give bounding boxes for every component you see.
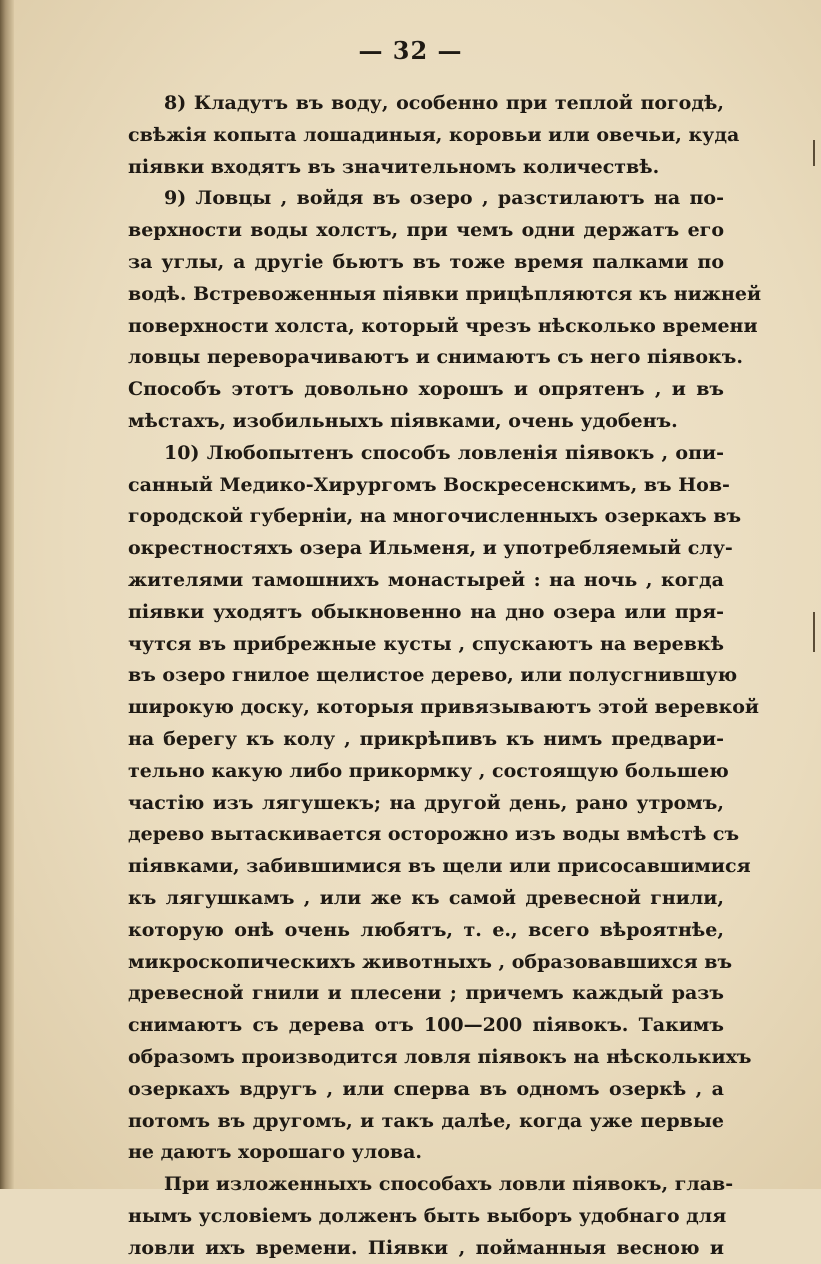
text-line: потомъ въ другомъ, и такъ далѣе, когда уже первые [128,1109,724,1132]
text-line: образомъ производится ловля піявокъ на нѣсколькихъ [128,1045,752,1068]
paragraph [128,438,760,1169]
text-line: озеркахъ вдругъ , или сперва въ одномъ озеркѣ , а [128,1077,724,1100]
book-binding-edge [0,0,14,1189]
text-line: не даютъ хорошаго улова. [128,1141,423,1164]
text-line: которую онѣ очень любятъ, т. е., всего вѣроятнѣе, [128,918,724,941]
page-edge-mark [813,612,815,652]
text-line: ловцы переворачиваютъ и снимаютъ съ него піявокъ. [128,346,743,369]
text-line: широкую доску, которыя привязываютъ этой веревкой [128,696,760,719]
text-line: ловли ихъ времени. Піявки , пойманныя весною и [128,1236,724,1259]
text-line: піявки входятъ въ значительномъ количествѣ. [128,155,660,178]
text-line: чутся въ прибрежные кусты , спускаютъ на веревкѣ [128,632,724,655]
text-line: мѣстахъ, изобильныхъ піявками, очень удобенъ. [128,409,678,432]
paragraph [128,88,740,183]
text-line: Способъ этотъ довольно хорошъ и опрятенъ , и въ [128,378,724,401]
text-line: жителями тамошнихъ монастырей : на ночь , когда [128,568,724,591]
paragraph [128,1169,734,1264]
text-line: водѣ. Встревоженныя піявки прицѣпляются къ нижней [128,282,762,305]
paragraph [128,183,762,437]
text-line: въ озеро гнилое щелистое дерево, или полусгнившую [128,664,738,687]
text-line: окрестностяхъ озера Ильменя, и употребляемый слу- [128,537,733,560]
text-line: 8) Кладутъ въ воду, особенно при теплой погодѣ, [164,92,724,114]
page-edge-mark [813,140,815,166]
page-number: — 32 — [358,36,463,65]
text-line: дерево вытаскивается осторожно изъ воды вмѣстѣ съ [128,823,740,846]
text-line: частію изъ лягушекъ; на другой день, рано утромъ, [128,791,724,814]
text-line: микроскопическихъ животныхъ , образовавшихся въ [128,950,733,973]
text-line: При изложенныхъ способахъ ловли піявокъ, глав- [164,1173,734,1196]
text-line: снимаютъ съ дерева отъ 100—200 піявокъ. Такимъ [128,1014,724,1037]
text-line: за углы, а другіе бьютъ въ тоже время палками по [128,250,724,273]
text-line: нымъ условіемъ долженъ быть выборъ удобнаго для [128,1204,727,1227]
text-line: санный Медико-Хирургомъ Воскресенскимъ, въ Нов- [128,473,730,496]
text-line: піявки уходятъ обыкновенно на дно озера или пря- [128,600,724,623]
text-line: 9) Ловцы , войдя въ озеро , разстилаютъ на по- [164,187,724,210]
text-line: тельно какую либо прикормку , состоящую большею [128,759,729,782]
text-line: городской губерніи, на многочисленныхъ озеркахъ въ [128,505,742,528]
text-line: поверхности холста, который чрезъ нѣсколько времени [128,314,758,337]
text-line: 10) Любопытенъ способъ ловленія піявокъ , опи- [164,441,724,464]
body-text [128,88,762,1264]
text-line: къ лягушкамъ , или же къ самой древесной гнили, [128,886,724,909]
text-line: піявками, забившимися въ щели или присосавшимися [128,855,751,878]
text-line: на берегу къ колу , прикрѣпивъ къ нимъ предвари- [128,727,724,750]
text-line: верхности воды холстъ, при чемъ одни держатъ его [128,219,724,242]
text-line: древесной гнили и плесени ; причемъ каждый разъ [128,982,724,1005]
text-line: свѣжія копыта лошадиныя, коровьи или овечьи, куда [128,123,740,146]
